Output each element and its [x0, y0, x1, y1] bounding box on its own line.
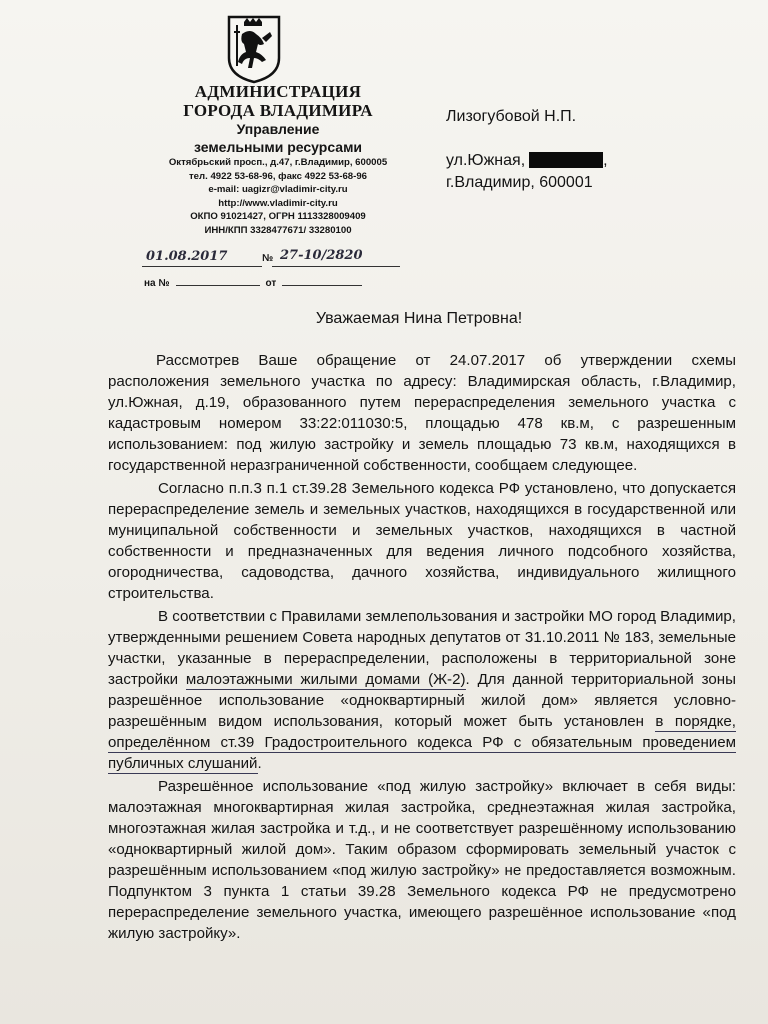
date-underline	[142, 266, 262, 267]
registration-line	[142, 249, 402, 269]
redaction-box	[529, 152, 603, 168]
vladimir-coat-of-arms-icon	[226, 14, 282, 84]
recipient-block	[446, 106, 746, 194]
number-sign: №	[262, 253, 274, 264]
number-underline	[272, 266, 400, 267]
org-name-line2: ГОРОДА ВЛАДИМИРА	[183, 101, 373, 120]
underlined-zone: малоэтажными жилыми домами (Ж-2)	[185, 671, 466, 688]
org-address: Октябрьский просп., д.47, г.Владимир, 600005	[168, 157, 388, 168]
from-label: от	[265, 278, 277, 289]
org-inn: ИНН/КПП 3328477671/ 33280100	[204, 224, 352, 236]
paragraph-1: Рассмотрев Ваше обращение от 24.07.2017 об утверждении схемы расположения земельного участка по адресу: Владимирская область, г.Владимир, ул.Южная, д.19, образованного путем перераспределения земельного участка с кадастровым номером 33:22:011030:5, площадью 478 кв.м, с разрешенным использованием: под жилую застройку и земель площадью 73 кв.м, находящихся в государственной неразграниченной собственности, сообщаем следующее.	[108, 352, 736, 474]
paragraph-4: Разрешённое использование «под жилую застройку» включает в себя виды: малоэтажная многоквартирная жилая застройка, среднеэтажная жилая застройка, многоэтажная жилая застройка и т.д., и не соответствует разрешённому использованию «одноквартирный жилой дом». Таким образом сформировать земельный участок с разрешённым использованием «под жилую застройку» не предоставляется возможным. Подпунктом 3 пункта 1 статьи 39.28 Земельного кодекса РФ не предусмотрено перераспределение земельного участка, имеющего разрешённое использование «под жилую застройку».	[108, 778, 736, 942]
ref-label: на №	[144, 278, 170, 289]
org-phones: тел. 4922 53-68-96, факс 4922 53-68-96	[188, 170, 368, 182]
greeting: Уважаемая Нина Петровна!	[315, 310, 523, 327]
recipient-street	[446, 150, 746, 172]
org-name-line1: АДМИНИСТРАЦИЯ	[194, 82, 362, 101]
paragraph-3-part1: В соответствии с Правилами землепользования и застройки МО город Владимир, утвержденными решением Совета народных депутатов от 31.10.2011 № 183, земельные участки, указанные в перераспределении, расположены в территориальной зоне застройки	[108, 608, 736, 688]
underlined-procedure: в порядке, определённом ст.39 Градостроительного кодекса РФ с обязательным проведением публичных слушаний	[108, 713, 736, 772]
letterhead	[118, 82, 438, 238]
paragraph-3-part3: .	[257, 755, 262, 772]
recipient-street-suffix: ,	[603, 152, 608, 169]
paragraph-3	[108, 606, 736, 774]
org-email: e-mail: uagizr@vladimir-city.ru	[208, 184, 348, 196]
ref-blank	[176, 275, 260, 286]
letter-body	[108, 350, 736, 946]
from-blank	[282, 275, 362, 286]
recipient-city: г.Владимир, 600001	[446, 174, 593, 191]
dept-name-line1: Управление	[236, 121, 320, 137]
recipient-name: Лизогубовой Н.П.	[446, 108, 577, 125]
recipient-street-label: ул.Южная,	[446, 152, 526, 169]
paragraph-2: Согласно п.п.3 п.1 ст.39.28 Земельного кодекса РФ установлено, что допускается перераспределение земель и земельных участков, находящихся в государственной или муниципальной собственности и земельных участков, находящихся в частной собственности и предназначенных для ведения личного подсобного хозяйства, огородничества, садоводства, дачного хозяйства, индивидуального жилищного строительства.	[108, 480, 736, 602]
org-website: http://www.vladimir-city.ru	[218, 197, 338, 209]
registration-date: 01.08.2017	[146, 249, 228, 264]
paragraph-3-part2: . Для данной территориальной зоны разрешённое использование «одноквартирный жилой дом» является условно-разрешённым видом использования, который может быть установлен	[108, 671, 736, 730]
registration-number: 27-10/2820	[280, 248, 363, 263]
dept-name-line2: земельными ресурсами	[193, 139, 363, 155]
org-okpo: ОКПО 91021427, ОГРН 1113328009409	[190, 211, 366, 223]
reference-line	[144, 275, 368, 289]
